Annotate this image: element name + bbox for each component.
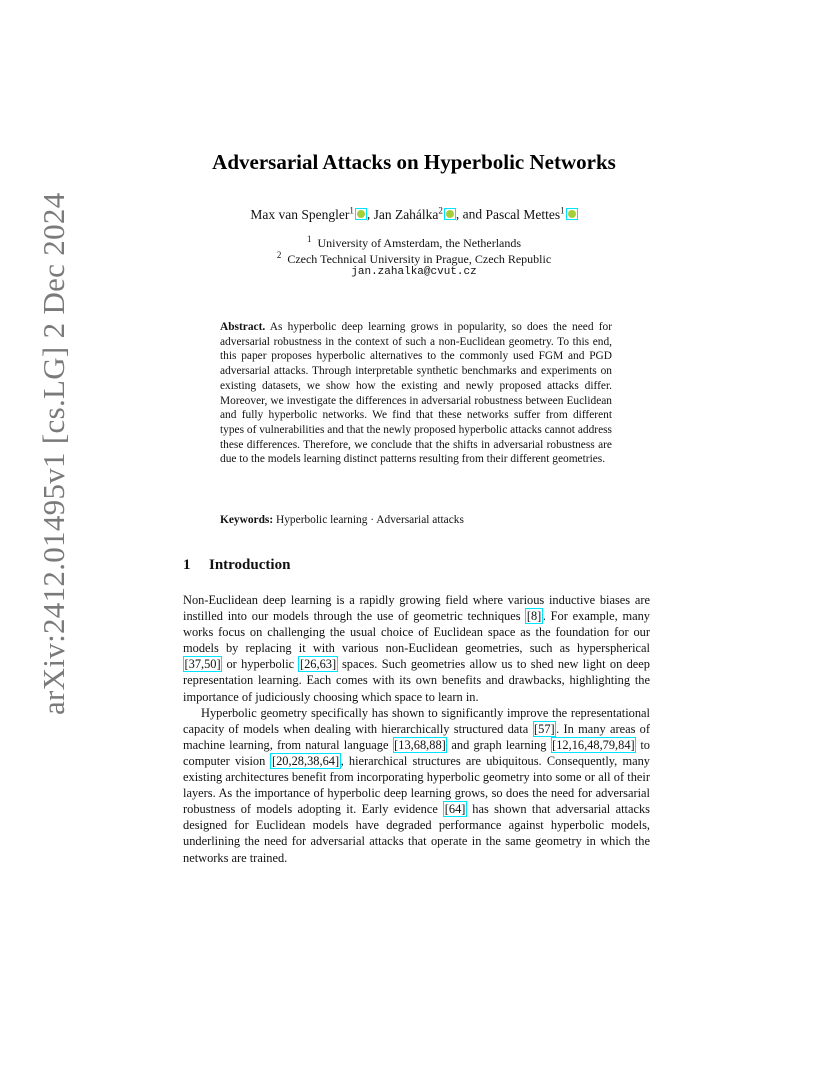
orcid-icon[interactable] (444, 208, 456, 220)
citation-link[interactable]: [37,50] (184, 657, 221, 672)
abstract-label: Abstract. (220, 321, 266, 333)
introduction-body (183, 592, 650, 866)
author-affiliation-mark: 2 (438, 205, 443, 215)
affiliation-mark: 1 (306, 234, 312, 244)
orcid-icon[interactable] (355, 208, 367, 220)
section-heading (183, 557, 290, 574)
body-text: spaces. Such geometries allow us to shed new light on deep representation learning. Each comes with its own benefits and drawbacks, highlighting the importance of judiciously choosing which space to learn in. (183, 657, 650, 704)
citation-link[interactable]: [26,63] (299, 657, 337, 672)
citation-link[interactable]: [64] (444, 802, 466, 817)
citation-link[interactable]: [8] (526, 609, 542, 624)
author-name: Pascal Mettes (485, 206, 561, 222)
contact-email: jan.zahalka@cvut.cz (351, 266, 477, 278)
author-2 (374, 207, 456, 222)
author-list (0, 205, 828, 223)
abstract-text: As hyperbolic deep learning grows in popularity, so does the need for adversarial robustness in the context of such a non-Euclidean geometry. To this end, this paper proposes hyperbolic alternatives to the commonly used FGM and PGD adversarial attacks. Through interpretable synthetic benchmarks and experiments on existing datasets, we show how the existing and newly proposed attacks differ. Moreover, we investigate the differences in adversarial robustness between Euclidean and fully hyperbolic networks. We find that these networks suffer from different types of vulnerabilities and that the newly proposed hyperbolic attacks cannot address these differences. Therefore, we conclude that the shifts in adversarial robustness are due to the models learning distinct patterns resulting from their different geometries. (220, 321, 612, 466)
body-text: , hierarchical structures are ubiquitous. Consequently, many existing architectures benefit from incorporating hyperbolic geometry into some or all of their layers. As the importance of hyperbolic deep learning grows, so does the need for adversarial robustness of models adopting it. Early evidence (183, 753, 650, 817)
affiliation-1 (0, 234, 828, 251)
author-affiliation-mark: 1 (560, 205, 565, 215)
abstract (220, 320, 612, 467)
paragraph-1 (183, 592, 650, 705)
citation-link[interactable]: [20,28,38,64] (271, 753, 340, 768)
citation-link[interactable]: [57] (534, 721, 555, 736)
body-text: and graph learning (447, 737, 551, 752)
body-text: . For example, many works focus on challenging the usual choice of Euclidean space as the foundation for our models by replacing it with various non-Euclidean geometries, such as hyperspherical (183, 609, 650, 656)
author-3 (486, 207, 578, 222)
paper-title: Adversarial Attacks on Hyperbolic Networks (212, 150, 616, 174)
keywords-label: Keywords: (220, 514, 274, 526)
author-name: Max van Spengler (250, 206, 350, 222)
keywords-text: Hyperbolic learning · Adversarial attacks (276, 514, 464, 526)
body-text: or hyperbolic (222, 657, 299, 672)
author-name: Jan Zahálka (373, 206, 439, 222)
citation-link[interactable]: [13,68,88] (394, 737, 446, 752)
arxiv-identifier[interactable]: arXiv:2412.01495v1 [cs.LG] 2 Dec 2024 (36, 192, 71, 715)
section-number: 1 (183, 557, 191, 573)
author-affiliation-mark: 1 (349, 205, 354, 215)
section-title: Introduction (209, 557, 291, 573)
keywords (220, 514, 612, 526)
body-text: has shown that adversarial attacks designed for Euclidean models have degraded performance against hyperbolic models, underlining the need for adversarial attacks that operate in the same geometry in which the networks are trained. (183, 802, 650, 865)
body-text: Hyperbolic geometry specifically has shown to significantly improve the representational capacity of models when dealing with hierarchically structured data (183, 705, 650, 736)
body-text: to computer vision (183, 737, 650, 768)
affiliation-mark: 2 (276, 250, 282, 260)
author-separator: , (366, 206, 374, 222)
author-separator: , and (455, 206, 486, 222)
paragraph-2 (183, 705, 650, 866)
affiliation-text: Czech Technical University in Prague, Czech Republic (287, 252, 552, 266)
citation-link[interactable]: [12,16,48,79,84] (552, 737, 635, 752)
affiliation-2 (0, 250, 828, 267)
affiliation-text: University of Amsterdam, the Netherlands (317, 236, 522, 250)
author-1 (250, 207, 366, 222)
body-text: . In many areas of machine learning, from natural language (183, 721, 650, 752)
orcid-icon[interactable] (566, 208, 578, 220)
body-text: Non-Euclidean deep learning is a rapidly growing field where various inductive biases are instilled into our models through the use of geometric techniques (183, 593, 650, 624)
